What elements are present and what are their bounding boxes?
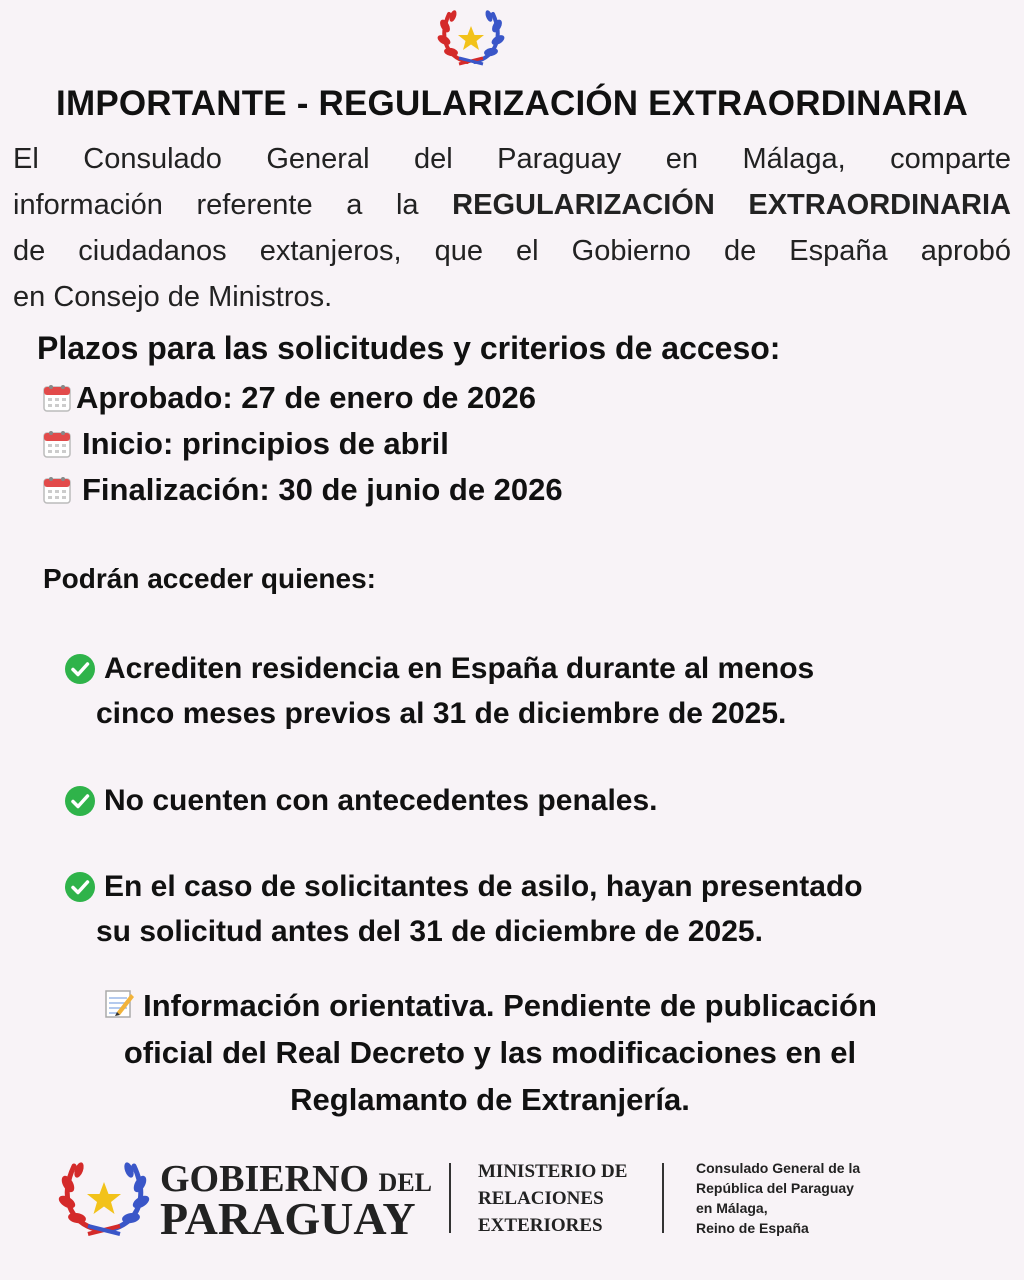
intro-line-2-bold: REGULARIZACIÓN EXTRAORDINARIA <box>452 189 1011 221</box>
date-item-label: Inicio: principios de abril <box>82 426 449 461</box>
ministry-line-3: EXTERIORES <box>478 1215 603 1236</box>
paraguay-emblem-icon <box>437 6 505 68</box>
criterion-line-1: En el caso de solicitantes de asilo, hayan presentado <box>104 870 863 903</box>
consulate-line-3: en Málaga, <box>696 1200 768 1216</box>
paraguay-emblem-icon <box>58 1158 150 1238</box>
intro-paragraph <box>13 136 1011 320</box>
note-line-2: oficial del Real Decreto y las modificaciones en el <box>123 1035 857 1070</box>
intro-line-2-prefix: información referente a la <box>13 189 453 221</box>
memo-icon <box>103 988 135 1020</box>
gobierno-del-text: DEL <box>378 1168 433 1197</box>
intro-line-1: El Consulado General del Paraguay en Málaga, comparte <box>13 143 1011 175</box>
check-icon <box>64 653 96 685</box>
criterion-line-1: Acrediten residencia en España durante al menos <box>104 652 815 685</box>
date-item-label: Finalización: 30 de junio de 2026 <box>82 472 563 507</box>
note-line-1-text: Información orientativa. Pendiente de publicación <box>143 988 877 1023</box>
consulate-line-4: Reino de España <box>696 1220 809 1236</box>
criterion-line-1: No cuenten con antecedentes penales. <box>104 784 658 817</box>
criterion-line-2: cinco meses previos al 31 de diciembre de 2025. <box>96 697 787 730</box>
footer-divider <box>662 1163 664 1233</box>
criterion-antecedentes <box>64 778 658 823</box>
orientative-note <box>0 982 980 1123</box>
paraguay-wordmark: PARAGUAY <box>160 1193 416 1244</box>
criterion-line-2: su solicitud antes del 31 de diciembre de 2025. <box>96 915 763 948</box>
note-line-1 <box>0 982 980 1029</box>
intro-line-4: en Consejo de Ministros. <box>13 281 333 313</box>
consulate-line-2: República del Paraguay <box>696 1180 854 1196</box>
calendar-icon <box>42 383 72 413</box>
date-item-inicio <box>42 426 449 462</box>
plazos-heading: Plazos para las solicitudes y criterios de acceso: <box>37 330 781 366</box>
consulate-line-1: Consulado General de la <box>696 1160 861 1176</box>
date-item-label: Aprobado: 27 de enero de 2026 <box>76 380 536 415</box>
ministry-line-1: MINISTERIO DE <box>478 1161 628 1182</box>
footer-divider <box>449 1163 451 1233</box>
intro-line-3: de ciudadanos extanjeros, que el Gobierno de España aprobó <box>13 235 1011 267</box>
calendar-icon <box>42 429 72 459</box>
ministry-line-2: RELACIONES <box>478 1188 604 1209</box>
acceder-heading: Podrán acceder quienes: <box>43 563 377 594</box>
intro-line-2 <box>13 182 1011 228</box>
check-icon <box>64 785 96 817</box>
criterion-asilo <box>64 864 863 954</box>
page-title: IMPORTANTE - REGULARIZACIÓN EXTRAORDINARIA <box>56 84 968 123</box>
date-item-aprobado <box>42 380 536 416</box>
note-line-3: Reglamanto de Extranjería. <box>290 1082 690 1117</box>
calendar-icon <box>42 475 72 505</box>
date-item-finalizacion <box>42 472 563 508</box>
gobierno-text: GOBIERNO <box>160 1158 370 1200</box>
check-icon <box>64 871 96 903</box>
criterion-residencia <box>64 646 814 736</box>
